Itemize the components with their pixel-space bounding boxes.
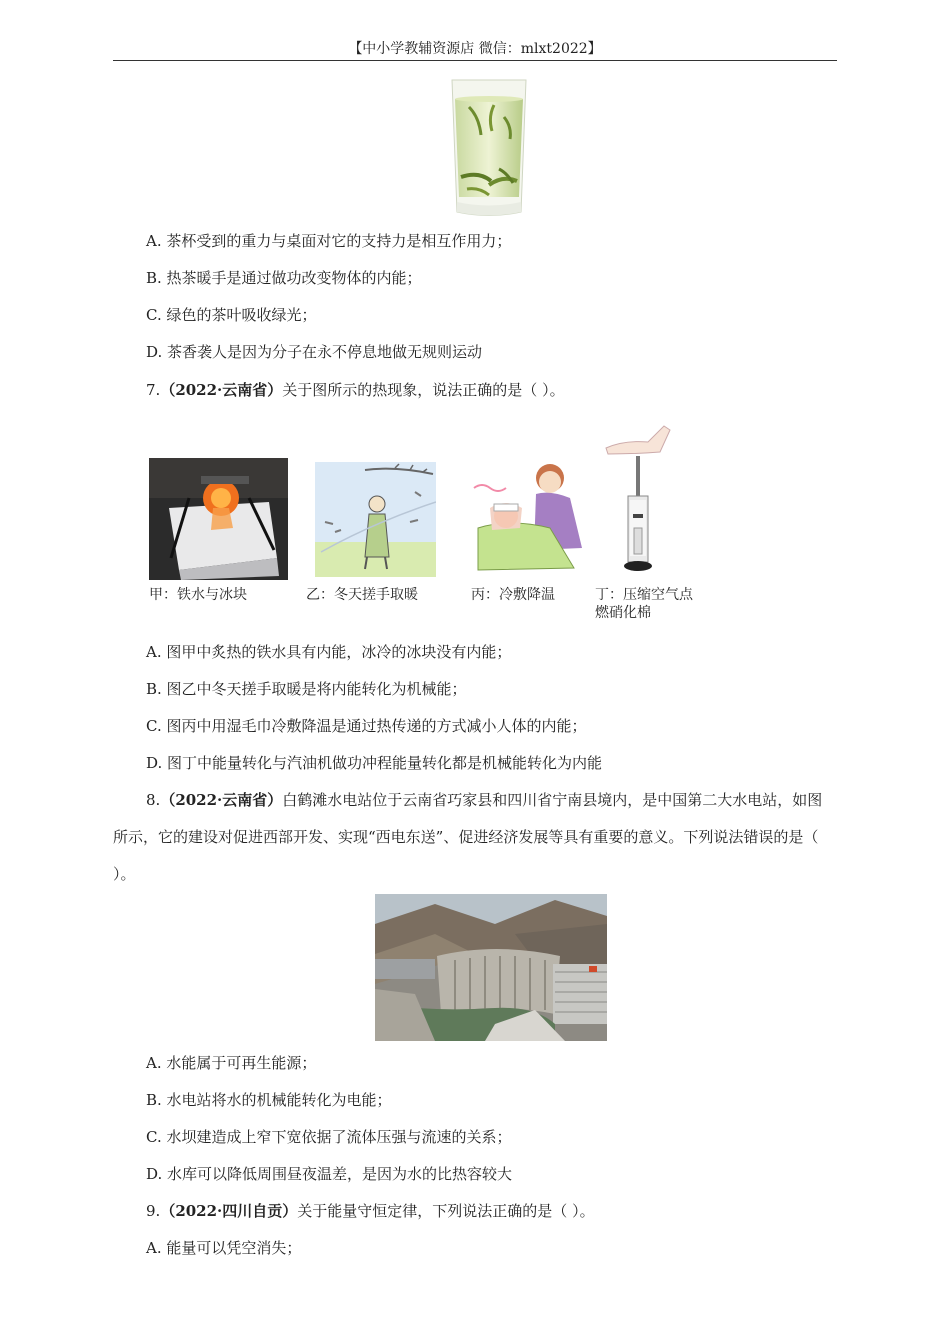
q6-option-a: A. 茶杯受到的重力与桌面对它的支持力是相互作用力； — [146, 232, 512, 250]
q8-source: （2022·云南省） — [160, 791, 283, 809]
header-rule — [113, 60, 837, 61]
figure-ding-compress-air — [604, 418, 672, 576]
caption-yi: 乙：冬天搓手取暖 — [306, 587, 418, 603]
caption-jia: 甲：铁水与冰块 — [149, 587, 247, 603]
tea-glass-image — [449, 77, 529, 219]
q7-option-c: C. 图丙中用湿毛巾冷敷降温是通过热传递的方式减小人体的内能； — [146, 717, 587, 735]
q8-option-a: A. 水能属于可再生能源； — [146, 1054, 317, 1072]
figure-yi-rubbing-hands — [315, 462, 436, 577]
q7-option-a: A. 图甲中炙热的铁水具有内能，冰冷的冰块没有内能； — [146, 643, 512, 661]
q8-question: 白鹤滩水电站位于云南省巧家县和四川省宁南县境内，是中国第二大水电站，如图所示，它的建设对促进西部开发、实现“西电东送”、促进经济发展等具有重要的意义。下列说法错误的是（ ）。 — [113, 791, 823, 883]
q8-option-b: B. 水电站将水的机械能转化为电能； — [146, 1091, 392, 1109]
q6-option-d: D. 茶香袭人是因为分子在永不停息地做无规则运动 — [146, 343, 483, 361]
q7-option-d: D. 图丁中能量转化与汽油机做功冲程能量转化都是机械能转化为内能 — [146, 754, 603, 772]
q9-source: （2022·四川自贡） — [160, 1202, 298, 1220]
q8-option-d: D. 水库可以降低周围昼夜温差，是因为水的比热容较大 — [146, 1165, 513, 1183]
q6-option-c: C. 绿色的茶叶吸收绿光； — [146, 306, 317, 324]
q7-option-b: B. 图乙中冬天搓手取暖是将内能转化为机械能； — [146, 680, 467, 698]
q9-stem — [146, 1201, 595, 1221]
q9-option-a: A. 能量可以凭空消失； — [146, 1239, 302, 1257]
figure-bing-cold-compress — [470, 458, 596, 576]
caption-ding-line2: 燃硝化棉 — [595, 605, 651, 621]
page-header: 【中小学教辅资源店 微信：mlxt2022】 — [348, 41, 602, 57]
caption-bing: 丙：冷敷降温 — [471, 587, 555, 603]
baihetan-dam-image — [375, 894, 607, 1041]
q7-question: 关于图所示的热现象，说法正确的是（ ）。 — [282, 381, 565, 399]
q8-number: 8. — [146, 791, 161, 809]
q9-number: 9. — [146, 1202, 161, 1220]
q8-stem — [113, 782, 837, 893]
q8-option-c: C. 水坝建造成上窄下宽依据了流体压强与流速的关系； — [146, 1128, 512, 1146]
q9-question: 关于能量守恒定律，下列说法正确的是（ ）。 — [297, 1202, 595, 1220]
q7-source: （2022·云南省） — [160, 381, 283, 399]
caption-ding-line1: 丁：压缩空气点 — [595, 587, 693, 603]
q6-option-b: B. 热茶暖手是通过做功改变物体的内能； — [146, 269, 422, 287]
figure-jia-iron-ice — [149, 458, 288, 580]
q7-number: 7. — [146, 381, 161, 399]
q7-stem — [146, 380, 565, 400]
